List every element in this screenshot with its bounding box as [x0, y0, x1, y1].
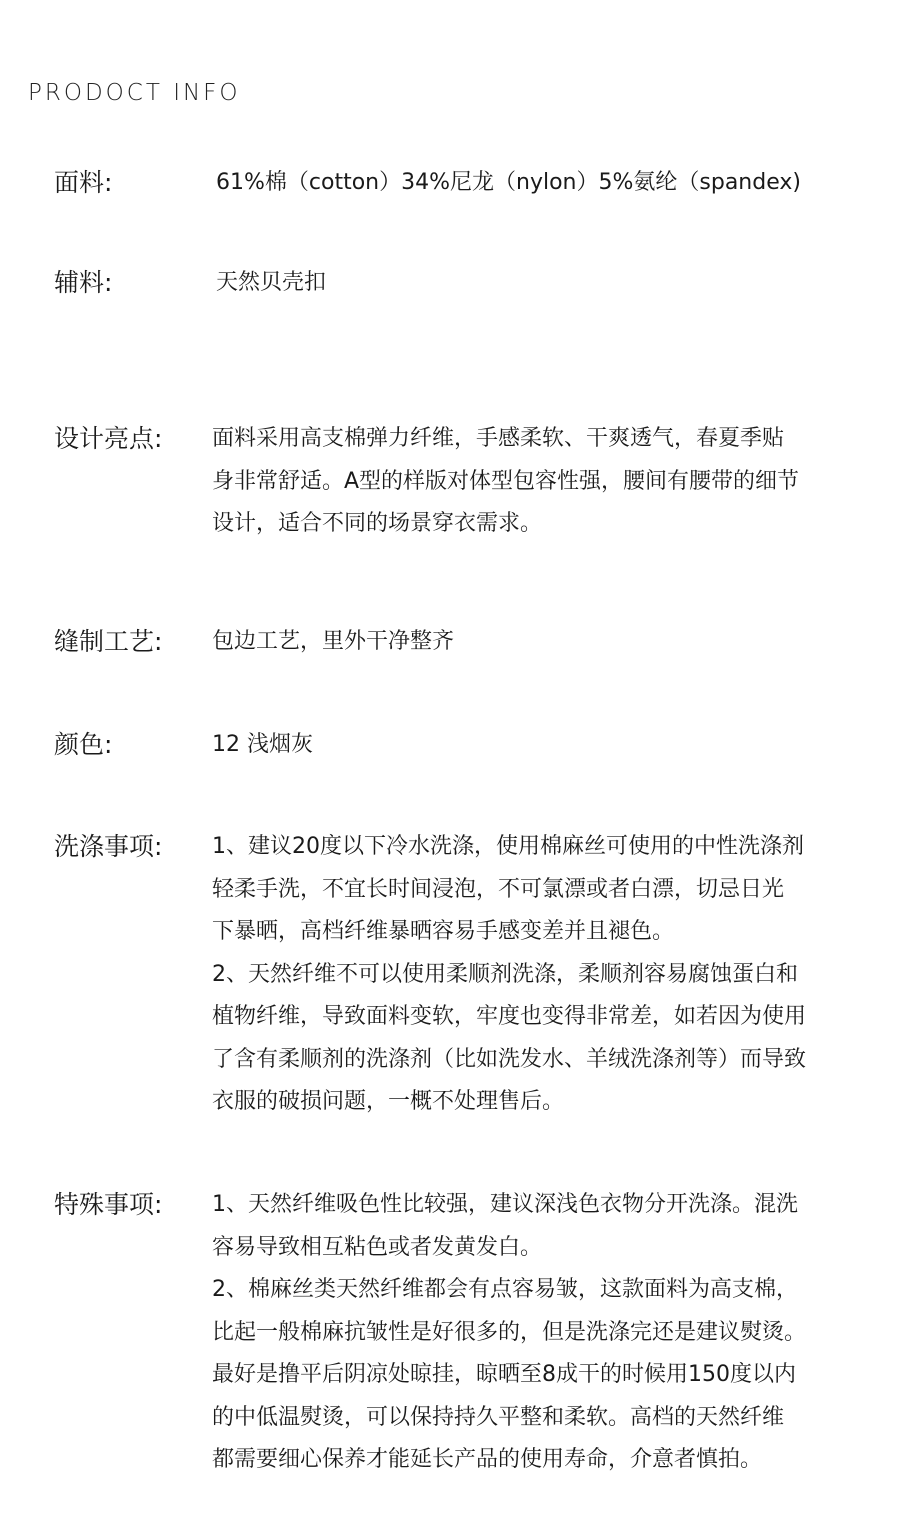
washing-line: 2、天然纤维不可以使用柔顺剂洗涤，柔顺剂容易腐蚀蛋白和 [212, 961, 798, 987]
design-highlights-value [212, 418, 892, 546]
page-title: PRODOCT INFO [28, 80, 241, 106]
sewing-value-line: 包边工艺，里外干净整齐 [212, 629, 455, 654]
washing-line: 1、建议20度以下冷水洗涤，使用棉麻丝可使用的中性洗涤剂 [212, 834, 804, 859]
accessories-value-line: 天然贝壳扣 [216, 270, 327, 295]
special-notes-line: 1、天然纤维吸色性比较强，建议深浅色衣物分开洗涤。混洗 [212, 1192, 798, 1217]
washing-line: 下暴晒，高档纤维暴晒容易手感变差并且褪色。 [212, 919, 675, 944]
design-highlights-line: 面料采用高支棉弹力纤维，手感柔软、干爽透气，春夏季贴 [212, 426, 785, 451]
accessories-value [216, 262, 896, 305]
washing-line: 轻柔手洗，不宜长时间浸泡，不可氯漂或者白漂，切忌日光 [212, 876, 785, 902]
washing-line: 衣服的破损问题，一概不处理售后。 [212, 1089, 565, 1114]
accessories-label: 辅料: [54, 268, 113, 297]
special-notes-line: 比起一般棉麻抗皱性是好很多的，但是洗涤完还是建议熨烫。 [212, 1319, 807, 1345]
special-notes-line: 最好是撸平后阴凉处晾挂，晾晒至8成干的时候用150度以内 [212, 1362, 796, 1387]
special-notes-line: 都需要细心保养才能延长产品的使用寿命，介意者慎拍。 [212, 1447, 763, 1472]
special-notes-line: 2、棉麻丝类天然纤维都会有点容易皱，这款面料为高支棉， [212, 1277, 798, 1302]
special-notes-line: 的中低温熨烫，可以保持持久平整和柔软。高档的天然纤维 [212, 1404, 785, 1430]
washing-line: 植物纤维，导致面料变软，牢度也变得非常差，如若因为使用 [212, 1004, 807, 1029]
special-notes-line: 容易导致相互粘色或者发黄发白。 [212, 1234, 543, 1260]
design-highlights-label: 设计亮点: [54, 424, 163, 453]
special-notes-label: 特殊事项: [54, 1190, 163, 1219]
washing-line: 了含有柔顺剂的洗涤剂（比如洗发水、羊绒洗涤剂等）而导致 [212, 1046, 807, 1072]
design-highlights-line: 设计，适合不同的场景穿衣需求。 [212, 511, 543, 536]
washing-value [212, 826, 892, 1124]
fabric-label: 面料: [54, 168, 113, 197]
washing-label: 洗涤事项: [54, 832, 163, 861]
color-value [212, 724, 892, 767]
sewing-value [212, 621, 892, 664]
special-notes-value [212, 1184, 892, 1482]
fabric-value [216, 162, 896, 205]
color-label: 颜色: [54, 730, 113, 759]
fabric-value-line: 61%棉（cotton）34%尼龙（nylon）5%氨纶（spandex) [216, 170, 801, 195]
design-highlights-line: 身非常舒适。A型的样版对体型包容性强，腰间有腰带的细节 [212, 468, 800, 494]
sewing-label: 缝制工艺: [54, 627, 163, 656]
color-value-line: 12 浅烟灰 [212, 732, 313, 757]
